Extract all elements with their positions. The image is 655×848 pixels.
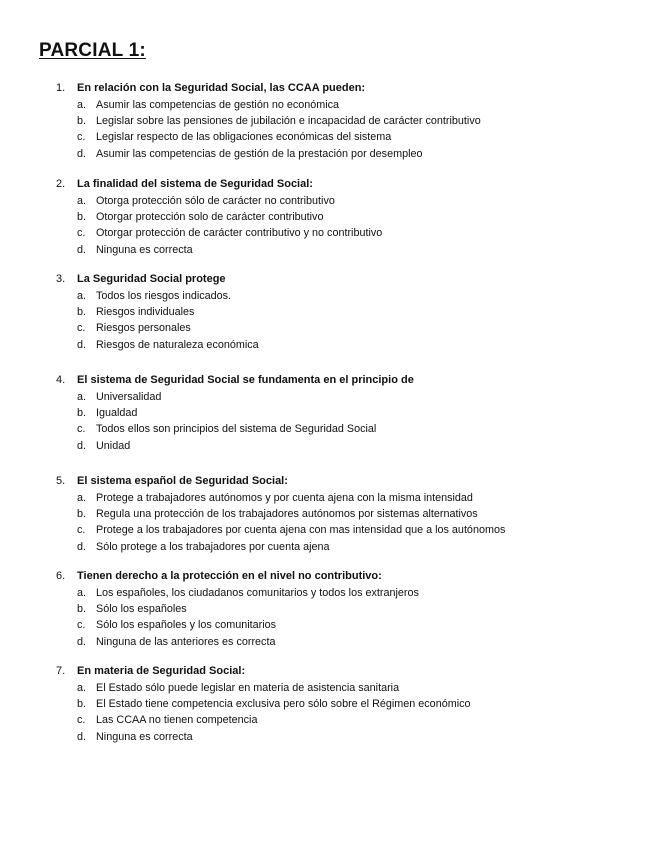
answer-option: [0, 438, 655, 454]
answer-option: [0, 539, 655, 555]
question-7: [0, 663, 655, 745]
answer-option: [0, 680, 655, 696]
option-letter: b.: [77, 508, 87, 521]
answer-option: [0, 146, 655, 162]
option-letter: a.: [77, 195, 87, 207]
answer-option: [0, 129, 655, 145]
option-text: Otorga protección sólo de carácter no contributivo: [96, 195, 335, 207]
question-number: 6.: [56, 570, 66, 582]
option-letter: a.: [77, 682, 87, 694]
option-letter: b.: [77, 603, 87, 616]
option-text: Protege a trabajadores autónomos y por cuenta ajena con la misma intensidad: [96, 492, 473, 504]
question-header: [0, 176, 655, 193]
option-text: Universalidad: [96, 391, 162, 403]
question-number: 2.: [56, 178, 66, 190]
question-text: Tienen derecho a la protección en el nivel no contributivo:: [77, 570, 382, 582]
question-header: [0, 473, 655, 490]
question-header: [0, 663, 655, 680]
option-text: Legislar sobre las pensiones de jubilación e incapacidad de carácter contributivo: [96, 115, 481, 128]
option-letter: d.: [77, 540, 87, 553]
answer-option: [0, 506, 655, 522]
option-text: Ninguna es correcta: [96, 243, 193, 256]
option-letter: d.: [77, 635, 87, 648]
option-text: Todos los riesgos indicados.: [96, 290, 232, 302]
question-number: 1.: [56, 82, 66, 94]
option-letter: c.: [77, 524, 86, 537]
option-letter: b.: [77, 115, 87, 128]
option-letter: d.: [77, 439, 87, 452]
answer-option: [0, 304, 655, 320]
answer-option: [0, 337, 655, 353]
option-text: Riesgos personales: [96, 322, 191, 335]
option-letter: d.: [77, 147, 87, 160]
option-text: Sólo los españoles: [96, 603, 187, 616]
question-number: 7.: [56, 665, 66, 677]
answer-option: [0, 696, 655, 712]
answer-option: [0, 209, 655, 225]
answer-option: [0, 389, 655, 405]
answer-option: [0, 601, 655, 617]
question-2: [0, 176, 655, 258]
option-text: Unidad: [96, 439, 131, 452]
option-text: Riesgos de naturaleza económica: [96, 338, 259, 351]
option-text: Legislar respecto de las obligaciones económicas del sistema: [96, 131, 392, 144]
option-text: Protege a los trabajadores por cuenta ajena con mas intensidad que a los autónomos: [96, 524, 506, 537]
answer-option: [0, 405, 655, 421]
option-text: Las CCAA no tienen competencia: [96, 714, 258, 727]
option-text: Regula una protección de los trabajadores autónomos por sistemas alternativos: [96, 508, 478, 521]
question-4: [0, 372, 655, 454]
option-letter: c.: [77, 619, 86, 632]
question-number: 5.: [56, 475, 66, 487]
option-letter: d.: [77, 243, 87, 256]
question-text: En relación con la Seguridad Social, las CCAA pueden:: [77, 82, 366, 94]
option-text: Otorgar protección solo de carácter contributivo: [96, 211, 324, 224]
page-title: PARCIAL 1:: [39, 40, 146, 61]
option-text: Sólo los españoles y los comunitarios: [96, 619, 277, 632]
answer-option: [0, 97, 655, 113]
option-letter: c.: [77, 423, 86, 436]
answer-option: [0, 585, 655, 601]
question-text: La finalidad del sistema de Seguridad Social:: [77, 178, 313, 190]
option-text: Asumir las competencias de gestión de la prestación por desempleo: [96, 147, 423, 160]
option-text: Sólo protege a los trabajadores por cuenta ajena: [96, 540, 330, 553]
answer-option: [0, 522, 655, 538]
answer-option: [0, 617, 655, 633]
option-letter: b.: [77, 407, 87, 420]
option-text: Otorgar protección de carácter contributivo y no contributivo: [96, 227, 383, 240]
answer-option: [0, 225, 655, 241]
option-text: Riesgos individuales: [96, 306, 195, 319]
answer-option: [0, 242, 655, 258]
option-text: Igualdad: [96, 407, 138, 420]
option-letter: a.: [77, 290, 87, 302]
option-text: Asumir las competencias de gestión no económica: [96, 99, 340, 111]
answer-option: [0, 490, 655, 506]
option-letter: a.: [77, 492, 87, 504]
question-text: La Seguridad Social protege: [77, 273, 226, 285]
option-letter: b.: [77, 306, 87, 319]
question-number: 3.: [56, 273, 66, 285]
answer-option: [0, 729, 655, 745]
question-6: [0, 568, 655, 650]
option-letter: d.: [77, 730, 87, 743]
option-text: El Estado tiene competencia exclusiva pero sólo sobre el Régimen económico: [96, 698, 471, 711]
question-text: El sistema de Seguridad Social se fundamenta en el principio de: [77, 374, 414, 386]
option-letter: b.: [77, 698, 87, 711]
answer-option: [0, 288, 655, 304]
option-text: Ninguna de las anteriores es correcta: [96, 635, 276, 648]
question-number: 4.: [56, 374, 66, 386]
answer-option: [0, 193, 655, 209]
question-header: [0, 271, 655, 288]
question-3: [0, 271, 655, 353]
answer-option: [0, 634, 655, 650]
option-letter: c.: [77, 131, 86, 144]
option-letter: c.: [77, 714, 86, 727]
option-letter: b.: [77, 211, 87, 224]
question-header: [0, 568, 655, 585]
option-text: Ninguna es correcta: [96, 730, 193, 743]
question-header: [0, 80, 655, 97]
answer-option: [0, 421, 655, 437]
option-text: Los españoles, los ciudadanos comunitarios y todos los extranjeros: [96, 587, 419, 599]
option-letter: a.: [77, 99, 87, 111]
answer-option: [0, 320, 655, 336]
option-letter: a.: [77, 587, 87, 599]
option-letter: a.: [77, 391, 87, 403]
question-text: En materia de Seguridad Social:: [77, 665, 246, 677]
question-1: [0, 80, 655, 162]
answer-option: [0, 113, 655, 129]
option-text: El Estado sólo puede legislar en materia de asistencia sanitaria: [96, 682, 400, 694]
question-5: [0, 473, 655, 555]
option-letter: d.: [77, 338, 87, 351]
option-letter: c.: [77, 227, 86, 240]
question-header: [0, 372, 655, 389]
question-text: El sistema español de Seguridad Social:: [77, 475, 288, 487]
option-text: Todos ellos son principios del sistema de Seguridad Social: [96, 423, 377, 436]
option-letter: c.: [77, 322, 86, 335]
answer-option: [0, 712, 655, 728]
